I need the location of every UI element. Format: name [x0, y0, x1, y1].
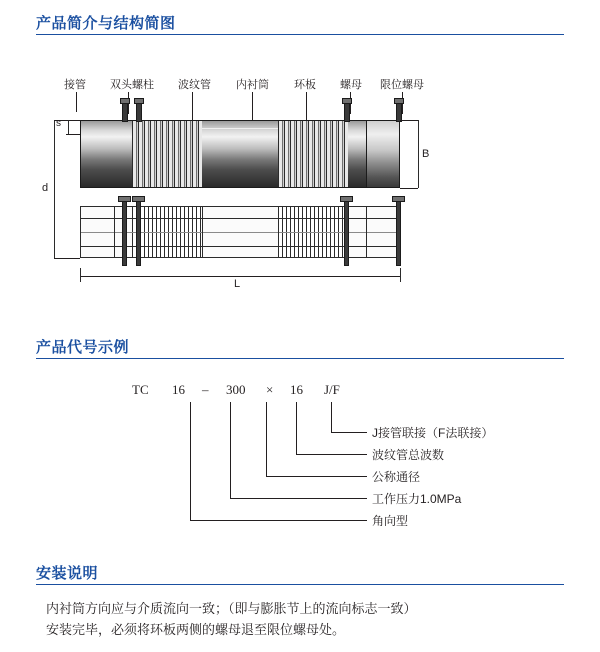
- code-token-times: ×: [266, 382, 274, 397]
- code-leader-line: [331, 402, 332, 432]
- install-line-2: 安装完毕，必须将环板两侧的螺母退至限位螺母处。: [46, 622, 346, 637]
- nut: [120, 98, 130, 104]
- dimension-tick-s: [66, 134, 80, 135]
- section-title-code: 产品代号示例: [36, 339, 130, 356]
- section-limit-bolt: [396, 200, 401, 266]
- code-leader-line: [230, 402, 231, 498]
- callout-label-liner: 内衬筒: [236, 79, 269, 91]
- dimension-label-d: d: [42, 182, 49, 194]
- section-divider: [114, 206, 115, 258]
- section-title-install: 安装说明: [36, 565, 99, 582]
- section-nut: [118, 196, 131, 202]
- callout-label-limit-nut: 限位螺母: [380, 79, 424, 91]
- code-token-connection: J/F: [324, 382, 340, 397]
- nut: [134, 98, 144, 104]
- dimension-line-L: [80, 276, 400, 277]
- nut: [342, 98, 352, 104]
- code-token-tc: TC: [132, 382, 149, 397]
- section-divider-code: [36, 358, 564, 359]
- code-desc-connection: J接管联接（F法联接）: [372, 426, 494, 440]
- callout-label-double-stud: 双头螺柱: [110, 79, 154, 91]
- limit-nut-bolt: [396, 102, 402, 122]
- end-connector-right: [366, 120, 400, 188]
- section-divider: [366, 206, 367, 258]
- dimension-label-B: B: [422, 148, 430, 160]
- code-leader-line: [266, 402, 267, 476]
- code-desc-diameter: 公称通径: [372, 470, 421, 484]
- bellows-right: [278, 120, 348, 188]
- section-stud-bolt: [136, 200, 141, 266]
- bellows-left: [132, 120, 202, 188]
- limit-nut: [394, 98, 404, 104]
- code-breakdown-diagram: [40, 372, 560, 532]
- callout-label-ring-plate: 环板: [294, 79, 316, 91]
- section-divider-install: [36, 584, 564, 585]
- structure-diagram: [40, 68, 560, 288]
- dimension-tick: [80, 268, 81, 282]
- section-stud-bolt: [344, 200, 349, 266]
- code-desc-pressure: 工作压力1.0MPa: [372, 492, 462, 506]
- code-token-dash: –: [202, 382, 209, 397]
- section-title-intro: 产品简介与结构简图: [36, 15, 176, 32]
- code-desc-type: 角向型: [372, 514, 409, 528]
- dimension-label-s: s: [56, 118, 61, 129]
- section-divider: [202, 206, 203, 258]
- code-token-diameter: 300: [226, 382, 246, 397]
- code-leader-line: [296, 402, 297, 454]
- stud-bolt: [136, 102, 142, 122]
- dimension-line-B: [418, 120, 419, 188]
- expansion-joint-body: [80, 120, 400, 188]
- code-token-waves: 16: [290, 382, 303, 397]
- dimension-tick: [54, 258, 80, 259]
- code-leader-line: [331, 432, 367, 433]
- stud-bolt: [344, 102, 350, 122]
- callout-label-nut: 螺母: [340, 79, 362, 91]
- code-leader-line: [296, 454, 367, 455]
- dimension-line-s: [68, 120, 69, 134]
- code-leader-line: [266, 476, 367, 477]
- section-center-line: [81, 232, 399, 233]
- code-leader-line: [230, 498, 367, 499]
- code-leader-line: [190, 520, 367, 521]
- section-limit-nut: [392, 196, 405, 202]
- section-inner-line: [81, 246, 399, 247]
- liner-edge: [202, 128, 278, 129]
- dimension-tick: [400, 188, 418, 189]
- stud-bolt: [122, 102, 128, 122]
- code-desc-waves: 波纹管总波数: [372, 448, 445, 462]
- callout-label-bellows: 波纹管: [178, 79, 211, 91]
- install-instructions: [46, 598, 566, 640]
- section-divider: [278, 206, 279, 258]
- dimension-tick: [400, 120, 418, 121]
- leader-line: [306, 92, 307, 122]
- section-stud-bolt: [122, 200, 127, 266]
- dimension-label-L: L: [234, 278, 241, 290]
- section-nut: [340, 196, 353, 202]
- section-nut: [132, 196, 145, 202]
- section-divider-intro: [36, 34, 564, 35]
- install-line-1: 内衬筒方向应与介质流向一致；（即与膨胀节上的流向标志一致）: [46, 601, 417, 616]
- code-token-pressure: 16: [172, 382, 185, 397]
- leader-line: [76, 92, 77, 112]
- dimension-line-d: [54, 120, 55, 258]
- code-leader-line: [190, 402, 191, 520]
- callout-label-connector: 接管: [64, 79, 86, 91]
- section-inner-line: [81, 218, 399, 219]
- dimension-tick: [400, 268, 401, 282]
